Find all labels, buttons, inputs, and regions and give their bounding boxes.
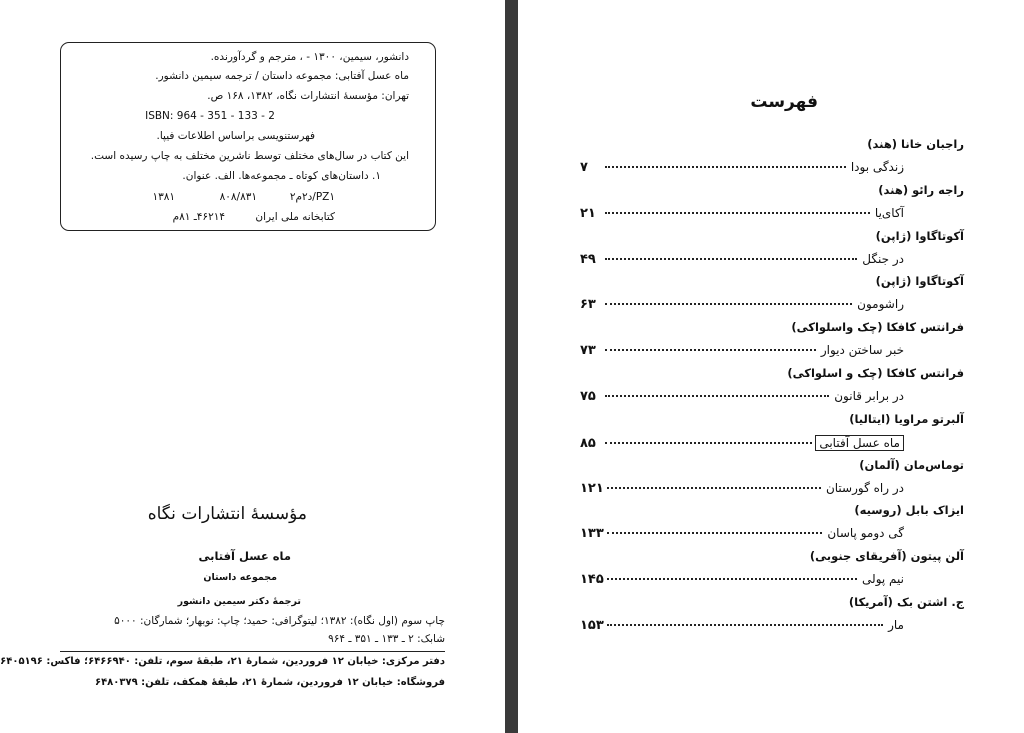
cip-isbn: ISBN: 964 - 351 - 133 - 2 bbox=[145, 110, 275, 122]
toc-story-title: خبر ساختن دیوار bbox=[820, 343, 904, 357]
page-gutter bbox=[505, 0, 518, 733]
toc-story-title: راشومون bbox=[857, 297, 904, 311]
toc-author: آلبرتو مراویا (ایتالیا) bbox=[849, 412, 964, 426]
toc-page-number: ۱۲۱ bbox=[580, 481, 604, 496]
toc-entry bbox=[580, 160, 904, 180]
toc-entry bbox=[580, 618, 904, 638]
toc-author: راجبان خانا (هند) bbox=[867, 137, 964, 151]
toc-entry bbox=[580, 481, 904, 501]
toc-story-title: آکای‌یا bbox=[874, 206, 904, 220]
book-subtitle: مجموعه داستان bbox=[203, 572, 277, 583]
toc-leader-dots bbox=[607, 487, 821, 489]
toc-page-number: ۱۴۵ bbox=[580, 572, 604, 587]
toc-entry bbox=[580, 389, 904, 409]
toc-title: فهرست bbox=[750, 92, 818, 112]
toc-story-title: در جنگل bbox=[862, 252, 904, 266]
toc-author: آکوتاگاوا (ژاپن) bbox=[875, 229, 964, 243]
toc-page-number: ۷۳ bbox=[580, 343, 596, 358]
toc-entry bbox=[580, 526, 904, 546]
toc-story-title: زندگی بودا bbox=[850, 160, 904, 174]
cataloging-box bbox=[60, 42, 436, 231]
cip-library-number: ۴۶۲۱۴ـ ۸۱م bbox=[172, 211, 225, 223]
toc-page-number: ۷ bbox=[580, 160, 588, 175]
toc-page-number: ۸۵ bbox=[580, 436, 596, 451]
toc-story-title: نیم پولی bbox=[862, 572, 904, 586]
toc-page-number: ۶۳ bbox=[580, 297, 596, 312]
toc-leader-dots bbox=[605, 258, 857, 260]
toc-author: ج. اشتن بک (آمریکا) bbox=[848, 595, 964, 609]
right-page bbox=[518, 0, 1024, 733]
toc-author: ایزاک بابل (روسیه) bbox=[854, 503, 964, 517]
cip-publisher-line: تهران: مؤسسهٔ انتشارات نگاه، ۱۳۸۲، ۱۶۸ ص. bbox=[207, 90, 409, 102]
toc-story-title: در راه گورستان bbox=[825, 481, 904, 495]
cip-subject-line: ۱. داستان‌های کوتاه ـ مجموعه‌ها. الف. عنوان. bbox=[182, 170, 381, 182]
toc-page-number: ۲۱ bbox=[580, 206, 596, 221]
toc-leader-dots bbox=[605, 395, 829, 397]
toc-entry bbox=[580, 343, 904, 363]
toc-author: فرانتس کافکا (چک و اسلواکی) bbox=[787, 366, 964, 380]
isbn-line: شابک: ۲ ـ ۱۳۳ ـ ۳۵۱ ـ ۹۶۴ bbox=[328, 633, 445, 645]
toc-author: آلن پیتون (آفریقای جنوبی) bbox=[809, 549, 964, 563]
cip-edition-note: این کتاب در سال‌های مختلف توسط ناشرین مختلف به چاپ رسیده است. bbox=[90, 150, 409, 162]
toc-story-title: در برابر قانون bbox=[834, 389, 904, 403]
toc-story-title: گی دومو پاسان bbox=[827, 526, 904, 540]
toc-leader-dots bbox=[607, 624, 883, 626]
cip-title-line: ماه عسل آفتابی: مجموعه داستان / ترجمه سیمین دانشور. bbox=[155, 70, 409, 82]
toc-leader-dots bbox=[607, 532, 823, 534]
toc-page-number: ۷۵ bbox=[580, 389, 596, 404]
cip-author-line: دانشور، سیمین، ۱۳۰۰ - ، مترجم و گردآورنده. bbox=[210, 51, 409, 63]
store-address: فروشگاه: خیابان ۱۲ فروردین، شمارهٔ ۲۱، طبقهٔ همکف، تلفن: ۶۴۸۰۳۷۹ bbox=[94, 677, 445, 688]
toc-leader-dots bbox=[605, 442, 812, 444]
cip-class-year: ۱۳۸۱ bbox=[152, 191, 175, 203]
cip-fipa-note: فهرستنویسی براساس اطلاعات فیپا. bbox=[156, 130, 315, 142]
cip-library: کتابخانه ملی ایران bbox=[255, 211, 335, 223]
toc-author: فرانتس کافکا (چک واسلواکی) bbox=[791, 320, 964, 334]
toc-page-number: ۱۳۳ bbox=[580, 526, 604, 541]
toc-leader-dots bbox=[607, 578, 857, 580]
translator-line: ترجمهٔ دکتر سیمین دانشور bbox=[177, 596, 301, 607]
toc-entry bbox=[580, 435, 904, 455]
toc-leader-dots bbox=[605, 166, 846, 168]
toc-story-title: مار bbox=[888, 618, 904, 632]
left-page bbox=[0, 0, 505, 733]
toc-entry bbox=[580, 572, 904, 592]
toc-page-number: ۴۹ bbox=[580, 252, 596, 267]
toc-leader-dots bbox=[605, 303, 852, 305]
cip-class-lc: PZ۱/د۲م۲ bbox=[289, 191, 335, 203]
toc-author: آکوتاگاوا (ژاپن) bbox=[875, 274, 964, 288]
toc-entry bbox=[580, 252, 904, 272]
office-address: دفتر مرکزی: خیابان ۱۲ فروردین، شمارهٔ ۲۱، طبقهٔ سوم، تلفن: ۶۴۶۶۹۴۰؛ فاکس: ۶۴۰۵۱۹۶ bbox=[0, 656, 445, 667]
cip-class-dewey: ۸۰۸/۸۳۱ bbox=[219, 191, 257, 203]
toc-leader-dots bbox=[605, 212, 870, 214]
toc-story-title: ماه عسل آفتابی bbox=[815, 435, 904, 451]
toc-leader-dots bbox=[605, 349, 816, 351]
toc-entry bbox=[580, 297, 904, 317]
print-info: چاپ سوم (اول نگاه): ۱۳۸۲؛ لیتوگرافی: حمید؛ چاپ: نوبهار؛ شمارگان: ۵۰۰۰ bbox=[114, 615, 445, 627]
toc-entry bbox=[580, 206, 904, 226]
divider bbox=[60, 651, 445, 652]
toc-author: توماس‌مان (آلمان) bbox=[859, 458, 964, 472]
publisher-name: مؤسسهٔ انتشارات نگاه bbox=[147, 504, 307, 524]
book-title: ماه عسل آفتابی bbox=[198, 549, 291, 563]
toc-page-number: ۱۵۳ bbox=[580, 618, 604, 633]
toc-author: راجه رائو (هند) bbox=[878, 183, 964, 197]
